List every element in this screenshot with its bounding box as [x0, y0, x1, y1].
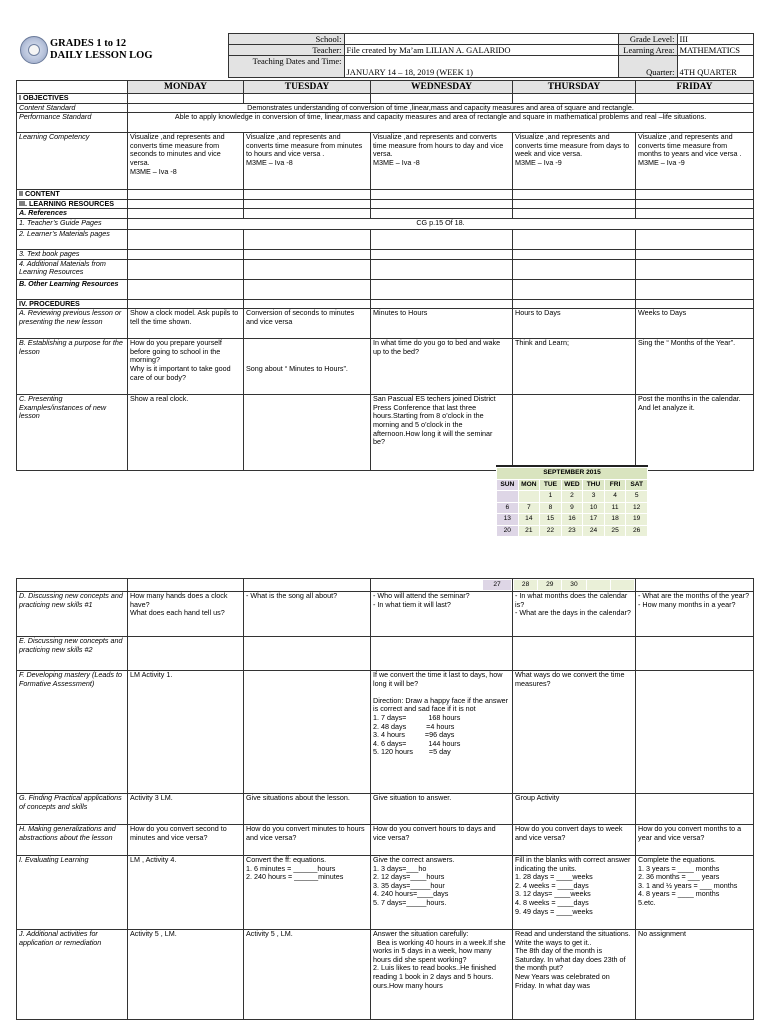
procedure-c-monday: Show a real clock.: [128, 395, 244, 471]
learners-materials-label: 2. Learner’s Materials pages: [17, 229, 128, 249]
lesson-table-1: [16, 80, 754, 471]
procedure-a-thursday: Hours to Days: [513, 309, 636, 339]
procedure-b-tuesday: Song about “ Minutes to Hours”.: [244, 339, 371, 395]
procedure-j-tuesday: Activity 5 , LM.: [244, 930, 371, 1020]
procedure-g-monday: Activity 3 LM.: [128, 794, 244, 825]
calendar-day-sat: SAT: [626, 479, 648, 491]
content-standard-value: Demonstrates understanding of conversion of time ,linear,mass and capacity measures and area of square and rectangle.: [128, 103, 754, 113]
procedure-i-friday: Complete the equations. 1. 3 years = ____ months 2. 36 months = ___ years 3. 1 and ½ years = ___ months 4. 8 years = ____ months 5.etc.: [636, 856, 754, 930]
procedure-b-thursday: Think and Learn;: [513, 339, 636, 395]
calendar-day-wed: WED: [561, 479, 583, 491]
title-cell: [16, 34, 228, 78]
procedure-d-tuesday: - What is the song all about?: [244, 592, 371, 637]
calendar-cell: 1: [540, 491, 562, 503]
september-calendar: [496, 465, 648, 537]
calendar-continuation: [371, 579, 513, 592]
resources-section: III. LEARNING RESOURCES: [17, 199, 128, 209]
lesson-log-page-2: [16, 578, 753, 1020]
objectives-section: I OBJECTIVES: [17, 94, 128, 104]
performance-standard-value: Able to apply knowledge in conversion of time, linear,mass and capacity measures and area of rectangle and square in mathematical problems and real –life situations.: [128, 113, 754, 133]
procedure-d-monday: How many hands does a clock have? What does each hand tell us?: [128, 592, 244, 637]
procedure-g-tuesday: Give situations about the lesson.: [244, 794, 371, 825]
calendar-cell: 4: [604, 491, 626, 503]
calendar-cell: 11: [604, 502, 626, 514]
procedure-d-friday: - What are the months of the year? - How many months in a year?: [636, 592, 754, 637]
calendar-day-tue: TUE: [540, 479, 562, 491]
learning-competency-label: Learning Competency: [17, 133, 128, 190]
calendar-cell: 17: [583, 514, 605, 526]
calendar-cell: 25: [604, 525, 626, 537]
procedure-j-wednesday: Answer the situation carefully: Bea is working 40 hours in a week.If she works in 5 days in a week, how many hours did she spent working? 2. Luis likes to read books..He finished reading 1 book in 2 days and 5 hours. ours.How many hours: [371, 930, 513, 1020]
competency-monday: Visualize ,and represents and converts time measure from seconds to minutes and vice versa. M3ME – Iva -8: [128, 133, 244, 190]
calendar-cell: 3: [583, 491, 605, 503]
procedure-j-label: J. Additional activities for application or remediation: [17, 930, 128, 1020]
procedure-e-label: E. Discussing new concepts and practicing new skills #2: [17, 637, 128, 671]
calendar-day-mon: MON: [518, 479, 540, 491]
procedure-a-wednesday: Minutes to Hours: [371, 309, 513, 339]
procedure-f-monday: LM Activity 1.: [128, 671, 244, 794]
procedure-a-monday: Show a clock model. Ask pupils to tell the time shown.: [128, 309, 244, 339]
procedure-h-friday: How do you convert months to a year and vice versa?: [636, 825, 754, 856]
school-label: School:: [228, 34, 344, 45]
procedure-j-thursday: Read and understand the situations. Write the ways to get it.. The 8th day of the month is Saturday. In what day does 23th of the month put? New Years was celebrated on Friday. In what day was: [513, 930, 636, 1020]
calendar-cell: 9: [561, 502, 583, 514]
calendar-day-sun: SUN: [497, 479, 519, 491]
other-resources-label: B. Other Learning Resources: [17, 279, 128, 299]
teachers-guide-label: 1. Teacher’s Guide Pages: [17, 218, 128, 229]
procedure-f-label: F. Developing mastery (Leads to Formative Assessment): [17, 671, 128, 794]
day-tuesday: TUESDAY: [244, 81, 371, 94]
procedure-g-label: G. Finding Practical applications of concepts and skills: [17, 794, 128, 825]
title-line-2: DAILY LESSON LOG: [50, 49, 153, 61]
procedure-f-friday: [636, 671, 754, 794]
procedure-d-label: D. Discussing new concepts and practicing new skills #1: [17, 592, 128, 637]
calendar-cell: [610, 580, 634, 591]
calendar-continuation-3: [636, 579, 754, 592]
calendar-day-fri: FRI: [604, 479, 626, 491]
calendar-cell: 27: [483, 580, 512, 591]
calendar-cell: [518, 491, 540, 503]
calendar-cell: 5: [626, 491, 648, 503]
calendar-day-thu: THU: [583, 479, 605, 491]
procedure-b-wednesday: In what time do you go to bed and wake up to the bed?: [371, 339, 513, 395]
procedure-c-wednesday: San Pascual ES techers joined District Press Conference that last three hours.Starting from 8 o’clock in the morning and 5 o’clock in the afternoon.How long it will the seminar be?: [371, 395, 513, 471]
procedure-d-thursday: - In what months does the calendar is? - What are the days in the calendar?: [513, 592, 636, 637]
procedure-i-monday: LM , Activity 4.: [128, 856, 244, 930]
lesson-table-2: [16, 578, 754, 1020]
procedure-c-label: C. Presenting Examples/instances of new lesson: [17, 395, 128, 471]
header-table: [16, 33, 754, 78]
procedure-j-friday: No assignment: [636, 930, 754, 1020]
grade-label: Grade Level:: [618, 34, 677, 45]
procedure-i-thursday: Fill in the blanks with correct answer indicating the units. 1. 28 days = ____weeks 2. 4 weeks = ____days 3. 12 days= ____weeks 4. 8 weeks = ____days 9. 49 days = ____weeks: [513, 856, 636, 930]
competency-tuesday: Visualize ,and represents and converts time measure from minutes to hours and vice versa . M3ME – Iva -8: [244, 133, 371, 190]
additional-materials-label: 4. Additional Materials from Learning Resources: [17, 259, 128, 279]
day-monday: MONDAY: [128, 81, 244, 94]
calendar-cell: 24: [583, 525, 605, 537]
area-value: MATHEMATICS: [677, 45, 753, 56]
procedure-h-label: H. Making generalizations and abstractions about the lesson: [17, 825, 128, 856]
calendar-cell: 22: [540, 525, 562, 537]
area-label: Learning Area:: [618, 45, 677, 56]
references-label: A. References: [17, 209, 128, 219]
content-section: II CONTENT: [17, 190, 128, 200]
calendar-cell: 13: [497, 514, 519, 526]
deped-seal-icon: [20, 36, 48, 64]
competency-thursday: Visualize ,and represents and converts time measure from days to week and vice versa. M3ME – Iva -9: [513, 133, 636, 190]
competency-friday: Visualize ,and represents and converts time measure from months to years and vice versa . M3ME – Iva -9: [636, 133, 754, 190]
calendar-cell: 12: [626, 502, 648, 514]
quarter-value: 4TH QUARTER: [677, 56, 753, 78]
calendar-cell: 8: [540, 502, 562, 514]
calendar-cell: 26: [626, 525, 648, 537]
calendar-cell: 30: [562, 580, 586, 591]
title-line-1: GRADES 1 to 12: [50, 37, 127, 49]
calendar-cell: 29: [538, 580, 562, 591]
procedure-c-friday: Post the months in the calendar. And let analyze it.: [636, 395, 754, 471]
calendar-cell: 15: [540, 514, 562, 526]
procedure-j-monday: Activity 5 , LM.: [128, 930, 244, 1020]
textbook-label: 3. Text book pages: [17, 249, 128, 259]
procedure-i-label: I. Evaluating Learning: [17, 856, 128, 930]
calendar-cell: [637, 580, 666, 581]
performance-standard-label: Performance Standard: [17, 113, 128, 133]
calendar-continuation-2: [513, 579, 636, 592]
procedure-g-wednesday: Give situation to answer.: [371, 794, 513, 825]
procedure-f-thursday: What ways do we convert the time measures?: [513, 671, 636, 794]
calendar-cell: 28: [514, 580, 538, 591]
calendar-cell: 21: [518, 525, 540, 537]
calendar-cell: 2: [561, 491, 583, 503]
procedure-h-tuesday: How do you convert minutes to hours and vice versa?: [244, 825, 371, 856]
teachers-guide-value: CG p.15 Of 18.: [128, 218, 754, 229]
calendar-cell: 16: [561, 514, 583, 526]
procedure-h-wednesday: How do you convert hours to days and vice versa?: [371, 825, 513, 856]
procedure-f-tuesday: [244, 671, 371, 794]
procedure-f-wednesday: If we convert the time it last to days, how long it will be? Direction: Draw a happy face if the answer is correct and sad face if it is not 1. 7 days= 168 hours 2. 48 days =4 hours 3. 4 hours =96 days 4. 6 days= 144 hours 5. 120 hours =5 day: [371, 671, 513, 794]
procedures-section: IV. PROCEDURES: [17, 299, 128, 309]
day-wednesday: WEDNESDAY: [371, 81, 513, 94]
procedure-c-thursday: [513, 395, 636, 471]
procedure-a-friday: Weeks to Days: [636, 309, 754, 339]
day-friday: FRIDAY: [636, 81, 754, 94]
procedure-d-wednesday: - Who will attend the seminar? - In what tiem it will last?: [371, 592, 513, 637]
day-thursday: THURSDAY: [513, 81, 636, 94]
procedure-g-friday: [636, 794, 754, 825]
page-title: [50, 38, 153, 62]
procedure-i-wednesday: Give the correct answers. 1. 3 days=___ho 2. 12 days=____hours 3. 35 days=_____hour 4. 240 hours=____days 5. 7 days=_____hours.: [371, 856, 513, 930]
quarter-label: Quarter:: [618, 56, 677, 78]
calendar-cell: 20: [497, 525, 519, 537]
dates-value: JANUARY 14 – 18, 2019 (WEEK 1): [344, 56, 618, 78]
empty-corner: [17, 81, 128, 94]
calendar-cell: [586, 580, 610, 591]
calendar-cell: 7: [518, 502, 540, 514]
teacher-value: File created by Ma’am LILIAN A. GALARIDO: [344, 45, 618, 56]
procedure-b-label: B. Establishing a purpose for the lesson: [17, 339, 128, 395]
grade-value: III: [677, 34, 753, 45]
competency-wednesday: Visualize ,and represents and converts time measure from hours to day and vice versa. M3ME – Iva -8: [371, 133, 513, 190]
calendar-title: SEPTEMBER 2015: [497, 468, 648, 480]
procedure-h-thursday: How do you convert days to week and vice versa?: [513, 825, 636, 856]
calendar-cell: 14: [518, 514, 540, 526]
calendar-cell: [497, 491, 519, 503]
procedure-b-friday: Sing the “ Months of the Year”.: [636, 339, 754, 395]
procedure-a-label: A. Reviewing previous lesson or presenting the new lesson: [17, 309, 128, 339]
dates-label: Teaching Dates and Time:: [228, 56, 344, 78]
teacher-label: Teacher:: [228, 45, 344, 56]
procedure-c-tuesday: [244, 395, 371, 471]
calendar-cell: 18: [604, 514, 626, 526]
procedure-a-tuesday: Conversion of seconds to minutes and vice versa: [244, 309, 371, 339]
lesson-log-page-1: [16, 33, 753, 534]
school-value: [344, 34, 618, 45]
calendar-cell: 10: [583, 502, 605, 514]
calendar-cell: 6: [497, 502, 519, 514]
procedure-i-tuesday: Convert the ff: equations. 1. 6 minutes = ______hours 2. 240 hours = ______minutes: [244, 856, 371, 930]
procedure-b-monday: How do you prepare yourself before going to school in the morning? Why is it important to take good care of our body?: [128, 339, 244, 395]
procedure-g-thursday: Group Activity: [513, 794, 636, 825]
calendar-cell: 23: [561, 525, 583, 537]
calendar-cell: 19: [626, 514, 648, 526]
content-standard-label: Content Standard: [17, 103, 128, 113]
procedure-h-monday: How do you convert second to minutes and vice versa?: [128, 825, 244, 856]
